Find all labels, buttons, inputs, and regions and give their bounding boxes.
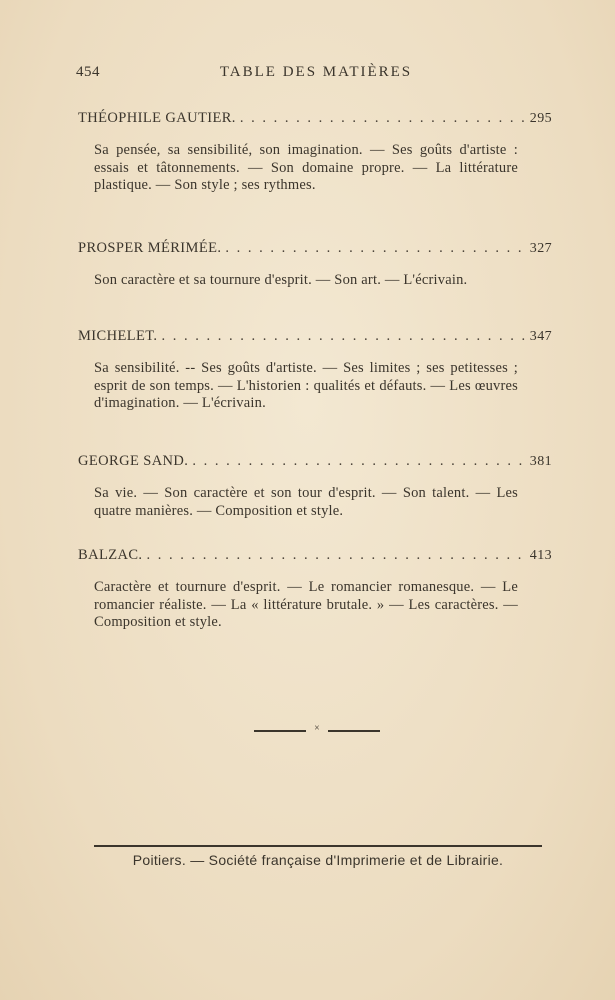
toc-entry-title: THÉOPHILE GAUTIER. bbox=[78, 110, 236, 126]
dot-leader bbox=[192, 453, 525, 470]
section-end-ornament bbox=[254, 723, 380, 734]
toc-entry-summary: Son caractère et sa tournure d'esprit. — Son art. — L'écrivain. bbox=[94, 272, 468, 288]
footer-rule bbox=[94, 845, 542, 847]
toc-entry-page: 327 bbox=[529, 241, 552, 256]
toc-entry-summary: Sa sensibilité. -- Ses goûts d'artiste. — Ses limites ; ses petitesses ; esprit de son temps. — L'historien : qualités et défauts. — Les œuvres d'imagination. — L'écrivain. bbox=[94, 360, 518, 412]
toc-entry-page: 381 bbox=[529, 454, 552, 469]
toc-entry bbox=[78, 547, 552, 632]
toc-entry-title: GEORGE SAND. bbox=[78, 453, 189, 469]
toc-entry-line bbox=[78, 453, 552, 475]
toc-entry-summary: Sa vie. — Son caractère et son tour d'esprit. — Son talent. — Les quatre manières. — Composition et style. bbox=[94, 485, 518, 519]
toc-entry-title: PROSPER MÉRIMÉE. bbox=[78, 240, 222, 256]
ornament-mark: × bbox=[314, 723, 320, 734]
toc-entry-line bbox=[78, 240, 552, 262]
toc-entry-title: MICHELET. bbox=[78, 328, 158, 344]
toc-entry-page: 413 bbox=[529, 548, 552, 563]
dot-leader bbox=[146, 547, 525, 564]
toc-entry-title: BALZAC. bbox=[78, 547, 143, 563]
ornament-rule-left bbox=[254, 730, 306, 732]
toc-entry-line bbox=[78, 547, 552, 569]
running-title: TABLE DES MATIÈRES bbox=[219, 64, 413, 80]
dot-leader bbox=[225, 240, 525, 257]
toc-entry bbox=[78, 328, 552, 413]
dot-leader bbox=[161, 328, 525, 345]
toc-entry bbox=[78, 453, 552, 520]
page-number: 454 bbox=[76, 64, 100, 80]
toc-entry-summary: Caractère et tournure d'esprit. — Le romancier romanesque. — Le romancier réaliste. — La « littérature brutale. » — Les caractères. — Composition et style. bbox=[94, 579, 518, 631]
toc-entry-page: 347 bbox=[529, 329, 552, 344]
dot-leader bbox=[240, 110, 526, 127]
page-header bbox=[76, 64, 556, 86]
toc-entry-line bbox=[78, 110, 552, 132]
toc-entry bbox=[78, 240, 552, 290]
ornament-rule-right bbox=[328, 730, 380, 732]
toc-entry-line bbox=[78, 328, 552, 350]
toc-entry-summary: Sa pensée, sa sensibilité, son imagination. — Ses goûts d'artiste : essais et tâtonnements. — Son domaine propre. — La littérature plastique. — Son style ; ses rythmes. bbox=[94, 142, 518, 194]
toc-entry bbox=[78, 110, 552, 195]
printer-imprint: Poitiers. — Société française d'Imprimerie et de Librairie. bbox=[132, 852, 504, 868]
toc-entry-page: 295 bbox=[529, 111, 552, 126]
